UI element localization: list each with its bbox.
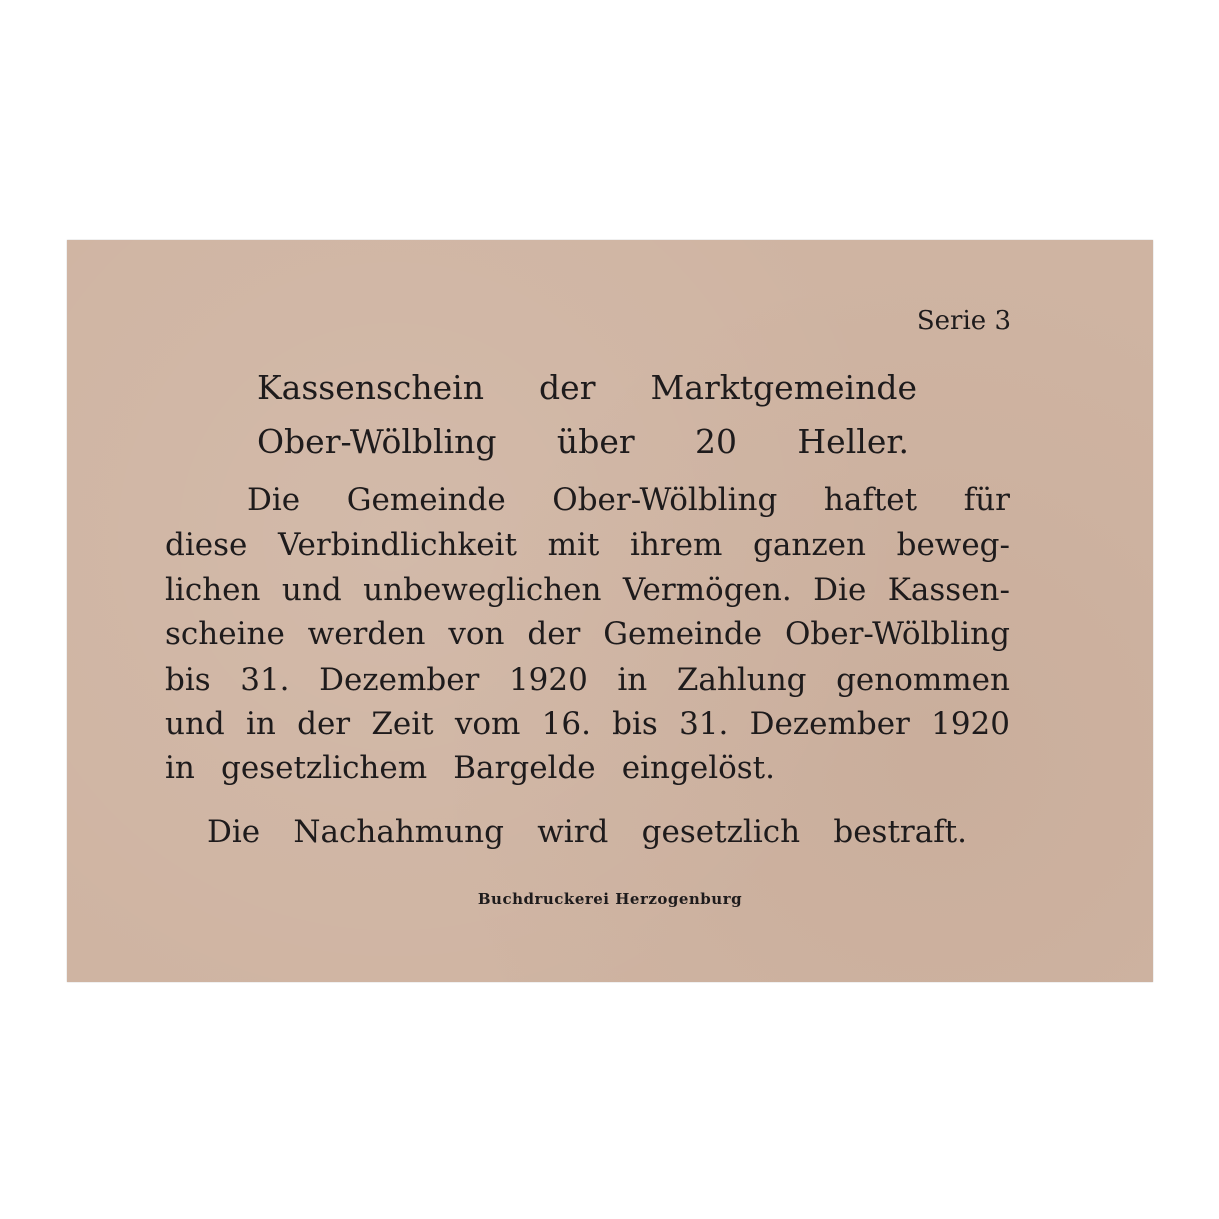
counterfeit-warning: Die Nachahmung wird gesetzlich bestraft. (207, 814, 967, 850)
serie-label: Serie 3 (916, 306, 1011, 336)
body-line-2: diese Verbindlichkeit mit ihrem ganzen beweg- (165, 527, 1010, 563)
body-line-3: lichen und unbeweglichen Vermögen. Die Kassen- (165, 572, 1010, 608)
title-line-1: Kassenschein der Marktgemeinde (257, 368, 917, 407)
printer-imprint: Buchdruckerei Herzogenburg (477, 890, 743, 908)
banknote (67, 240, 1153, 982)
title-line-2: Ober-Wölbling über 20 Heller. (257, 422, 909, 461)
body-line-1: Die Gemeinde Ober-Wölbling haftet für (247, 482, 1010, 518)
body-line-4: scheine werden von der Gemeinde Ober-Wölbling (165, 616, 1010, 652)
body-line-7: in gesetzlichem Bargelde eingelöst. (165, 750, 775, 786)
body-line-6: und in der Zeit vom 16. bis 31. Dezember 1920 (165, 706, 1010, 742)
body-line-5: bis 31. Dezember 1920 in Zahlung genommen (165, 662, 1010, 698)
